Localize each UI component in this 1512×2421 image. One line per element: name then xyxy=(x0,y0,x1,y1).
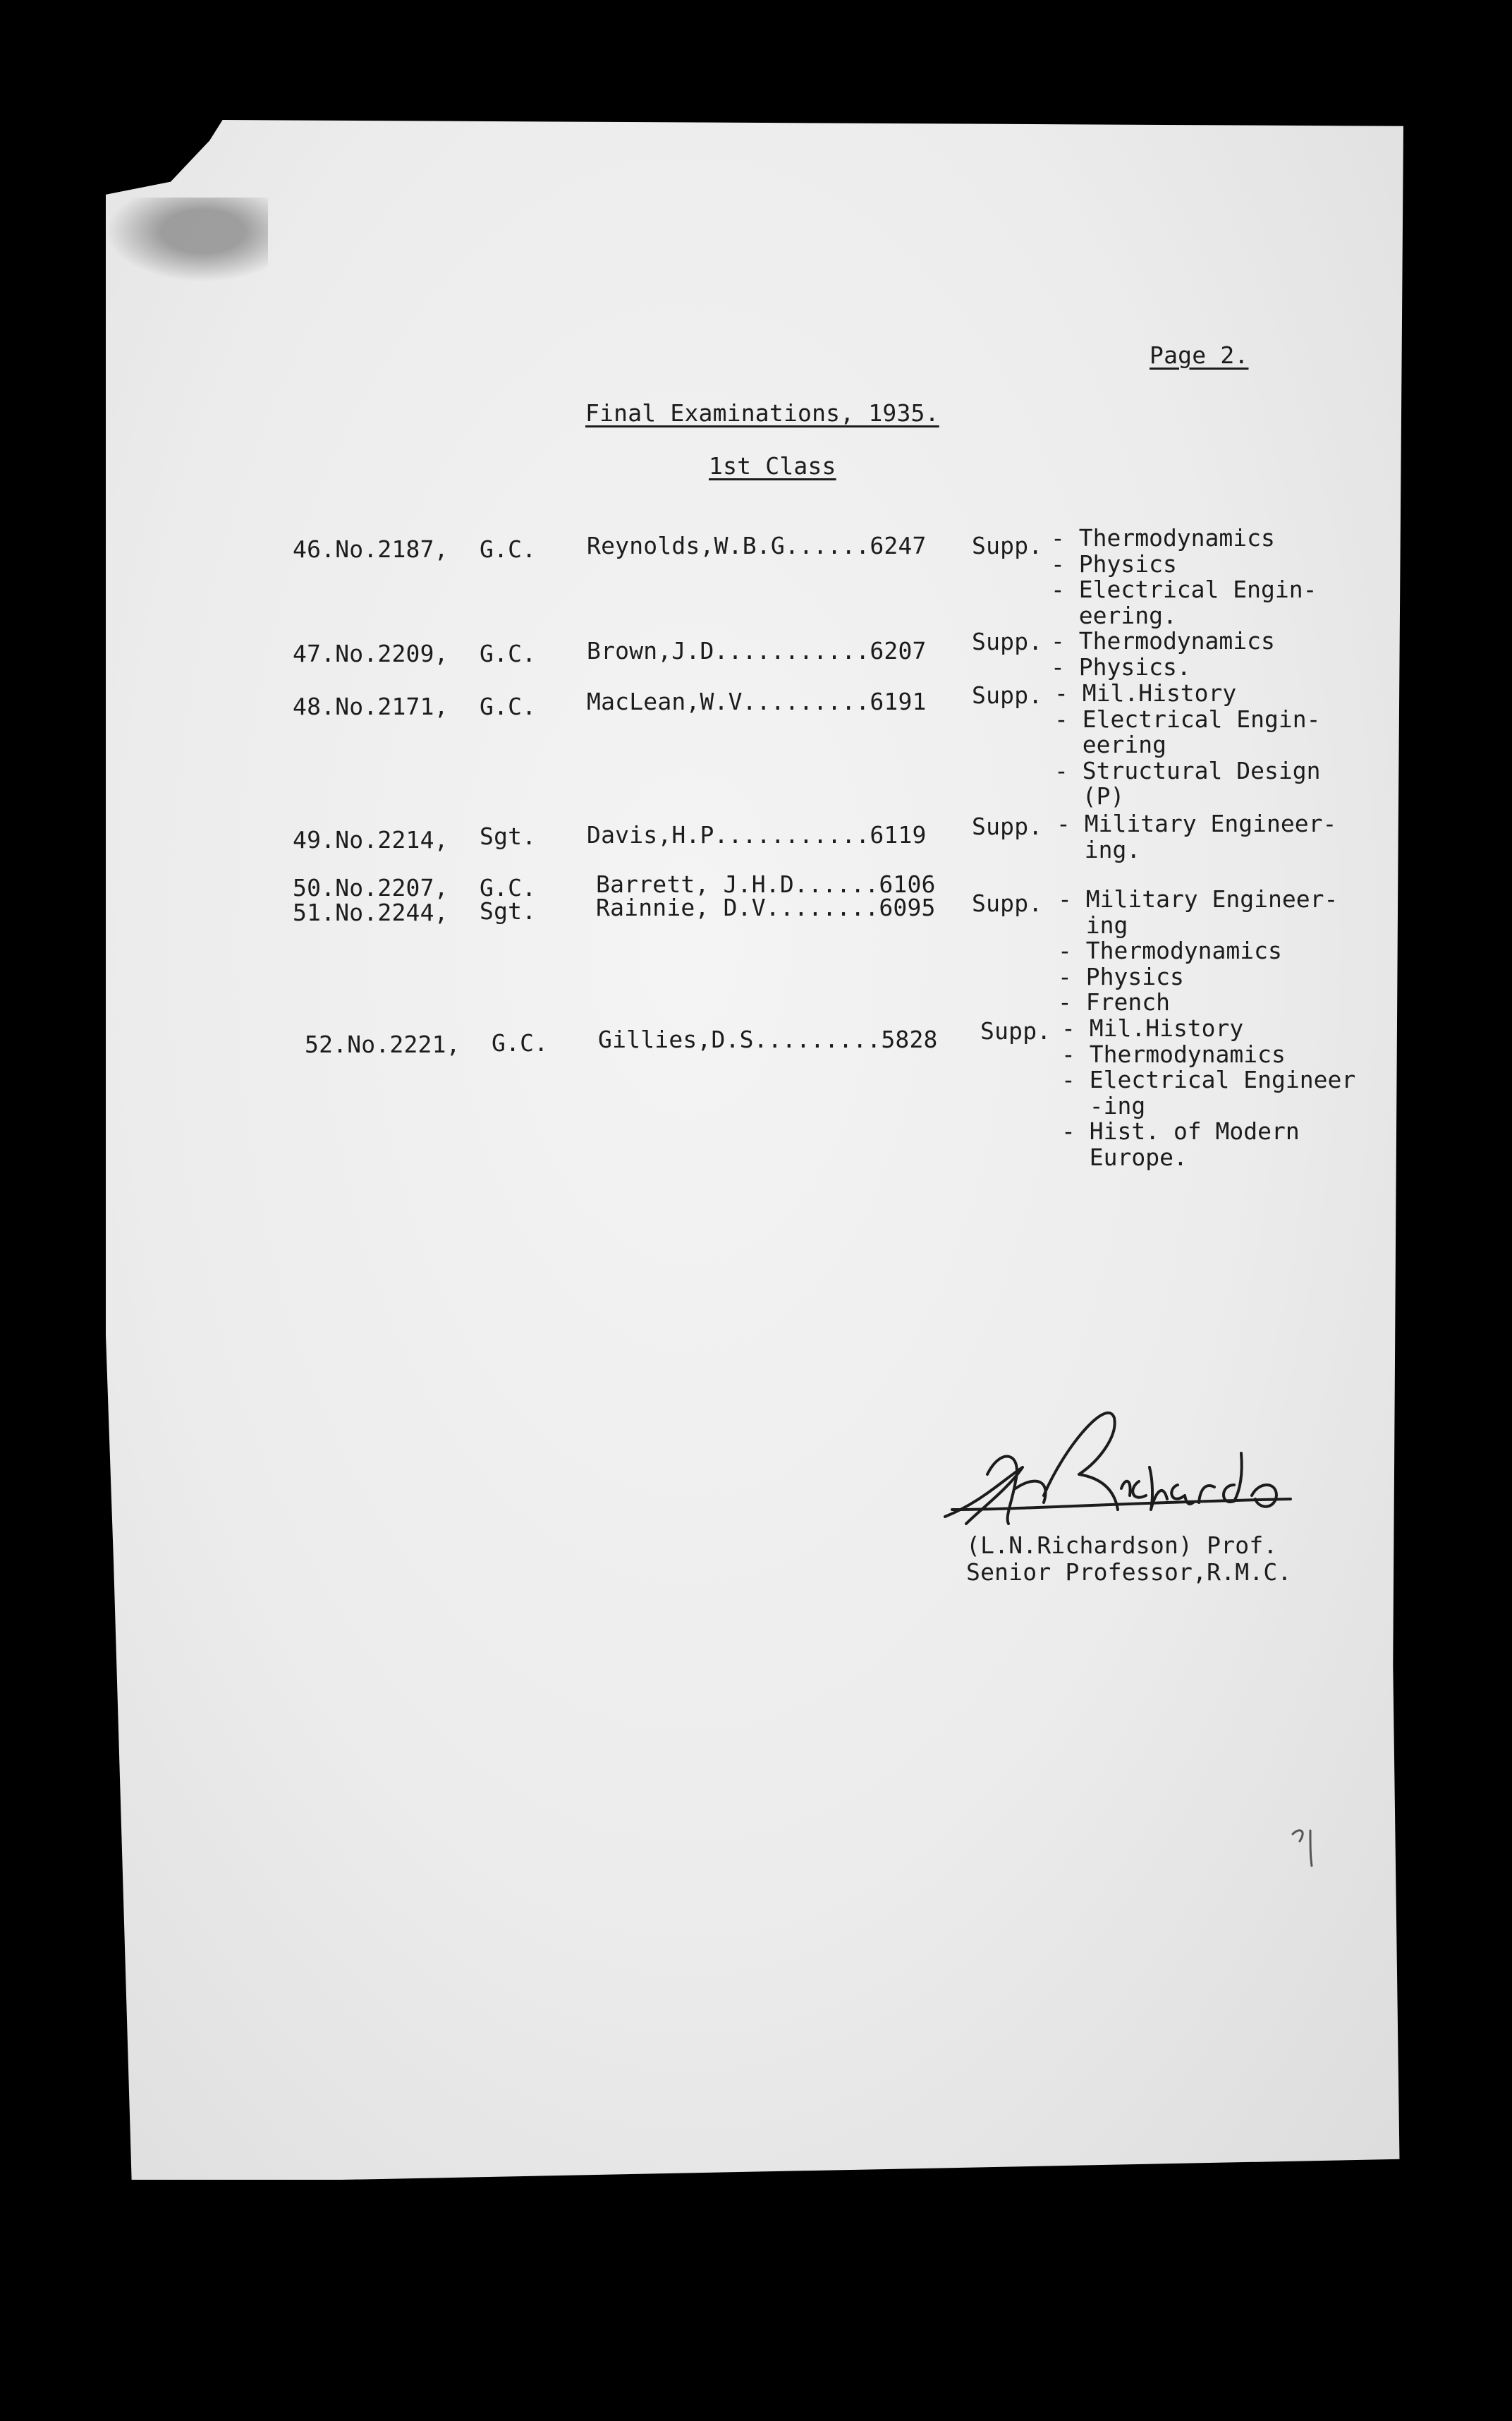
entry-subjects xyxy=(1058,887,1338,1016)
entry-name-score: Davis,H.P...........6119 xyxy=(587,821,927,849)
entry-rank: G.C. xyxy=(480,535,537,563)
subject-line: ing xyxy=(1058,911,1128,939)
subject-line: - French xyxy=(1058,988,1170,1016)
page-number: Page 2. xyxy=(1150,341,1249,369)
entry-supp: Supp. xyxy=(972,813,1043,840)
subject-line: - Mil.History xyxy=(1061,1014,1244,1042)
entry-rank: Sgt. xyxy=(480,897,537,925)
entry-subjects xyxy=(1051,526,1317,629)
subject-line: - Physics xyxy=(1051,550,1177,578)
entry-supp: Supp. xyxy=(980,1017,1051,1045)
entry-number: 52.No.2221, xyxy=(305,1031,461,1058)
entry-name-score: Brown,J.D...........6207 xyxy=(587,637,927,665)
entry-number: 46.No.2187, xyxy=(293,535,449,563)
entry-name-score: Rainnie, D.V........6095 xyxy=(596,894,936,921)
subject-line: - Electrical Engin- xyxy=(1051,576,1317,603)
entry-supp: Supp. xyxy=(972,890,1043,917)
entry-number: 47.No.2209, xyxy=(293,640,449,667)
subject-line: - Thermodynamics xyxy=(1051,524,1275,552)
entry-supp: Supp. xyxy=(972,681,1043,709)
subject-line: - Thermodynamics xyxy=(1051,627,1275,655)
pencil-mark xyxy=(1289,1816,1339,1873)
entry-rank: G.C. xyxy=(480,693,537,720)
entry-rank: G.C. xyxy=(480,640,537,667)
entry-name-score: Reynolds,W.B.G......6247 xyxy=(587,532,927,559)
entry-subjects xyxy=(1051,629,1275,680)
subject-line: ing. xyxy=(1056,835,1141,863)
subject-line: - Military Engineer- xyxy=(1058,885,1339,913)
subject-line: - Electrical Engineer xyxy=(1061,1066,1356,1093)
subject-line: - Structural Design xyxy=(1054,756,1321,784)
entry-supp: Supp. xyxy=(972,532,1043,559)
entry-number: 49.No.2214, xyxy=(293,826,449,854)
subject-line: - Thermodynamics xyxy=(1061,1040,1286,1068)
entry-number: 48.No.2171, xyxy=(293,693,449,720)
signatory-title: Senior Professor,R.M.C. xyxy=(966,1558,1292,1586)
torn-corner xyxy=(106,198,268,282)
entry-supp: Supp. xyxy=(972,628,1043,655)
entry-rank: Sgt. xyxy=(480,823,537,850)
subject-line: - Thermodynamics xyxy=(1058,937,1282,964)
subject-line: - Physics. xyxy=(1051,653,1191,681)
document-subtitle: 1st Class xyxy=(709,452,836,480)
subject-line: - Mil.History xyxy=(1054,679,1237,707)
subject-line: Europe. xyxy=(1061,1143,1188,1171)
entry-subjects xyxy=(1061,1016,1355,1170)
entry-name-score: Barrett, J.H.D......6106 xyxy=(596,870,936,898)
subject-line: eering. xyxy=(1051,601,1177,629)
entry-name-score: MacLean,W.V.........6191 xyxy=(587,688,927,715)
entry-subjects xyxy=(1056,811,1336,863)
entry-name-score: Gillies,D.S.........5828 xyxy=(598,1026,938,1053)
document-title: Final Examinations, 1935. xyxy=(585,399,939,427)
subject-line: - Electrical Engin- xyxy=(1054,705,1321,733)
subject-line: eering xyxy=(1054,731,1166,758)
signatory-name: (L.N.Richardson) Prof. xyxy=(966,1531,1278,1559)
handwritten-signature xyxy=(938,1404,1333,1545)
subject-line: -ing xyxy=(1061,1091,1146,1120)
entry-number: 51.No.2244, xyxy=(293,899,449,926)
entry-rank: G.C. xyxy=(492,1029,549,1057)
subject-line: (P) xyxy=(1054,782,1125,810)
entry-number: 50.No.2207, xyxy=(293,874,449,902)
entry-rank: G.C. xyxy=(480,874,537,902)
entry-subjects xyxy=(1054,681,1321,810)
subject-line: - Physics xyxy=(1058,962,1184,990)
subject-line: - Hist. of Modern xyxy=(1061,1117,1300,1145)
subject-line: - Military Engineer- xyxy=(1056,810,1337,837)
